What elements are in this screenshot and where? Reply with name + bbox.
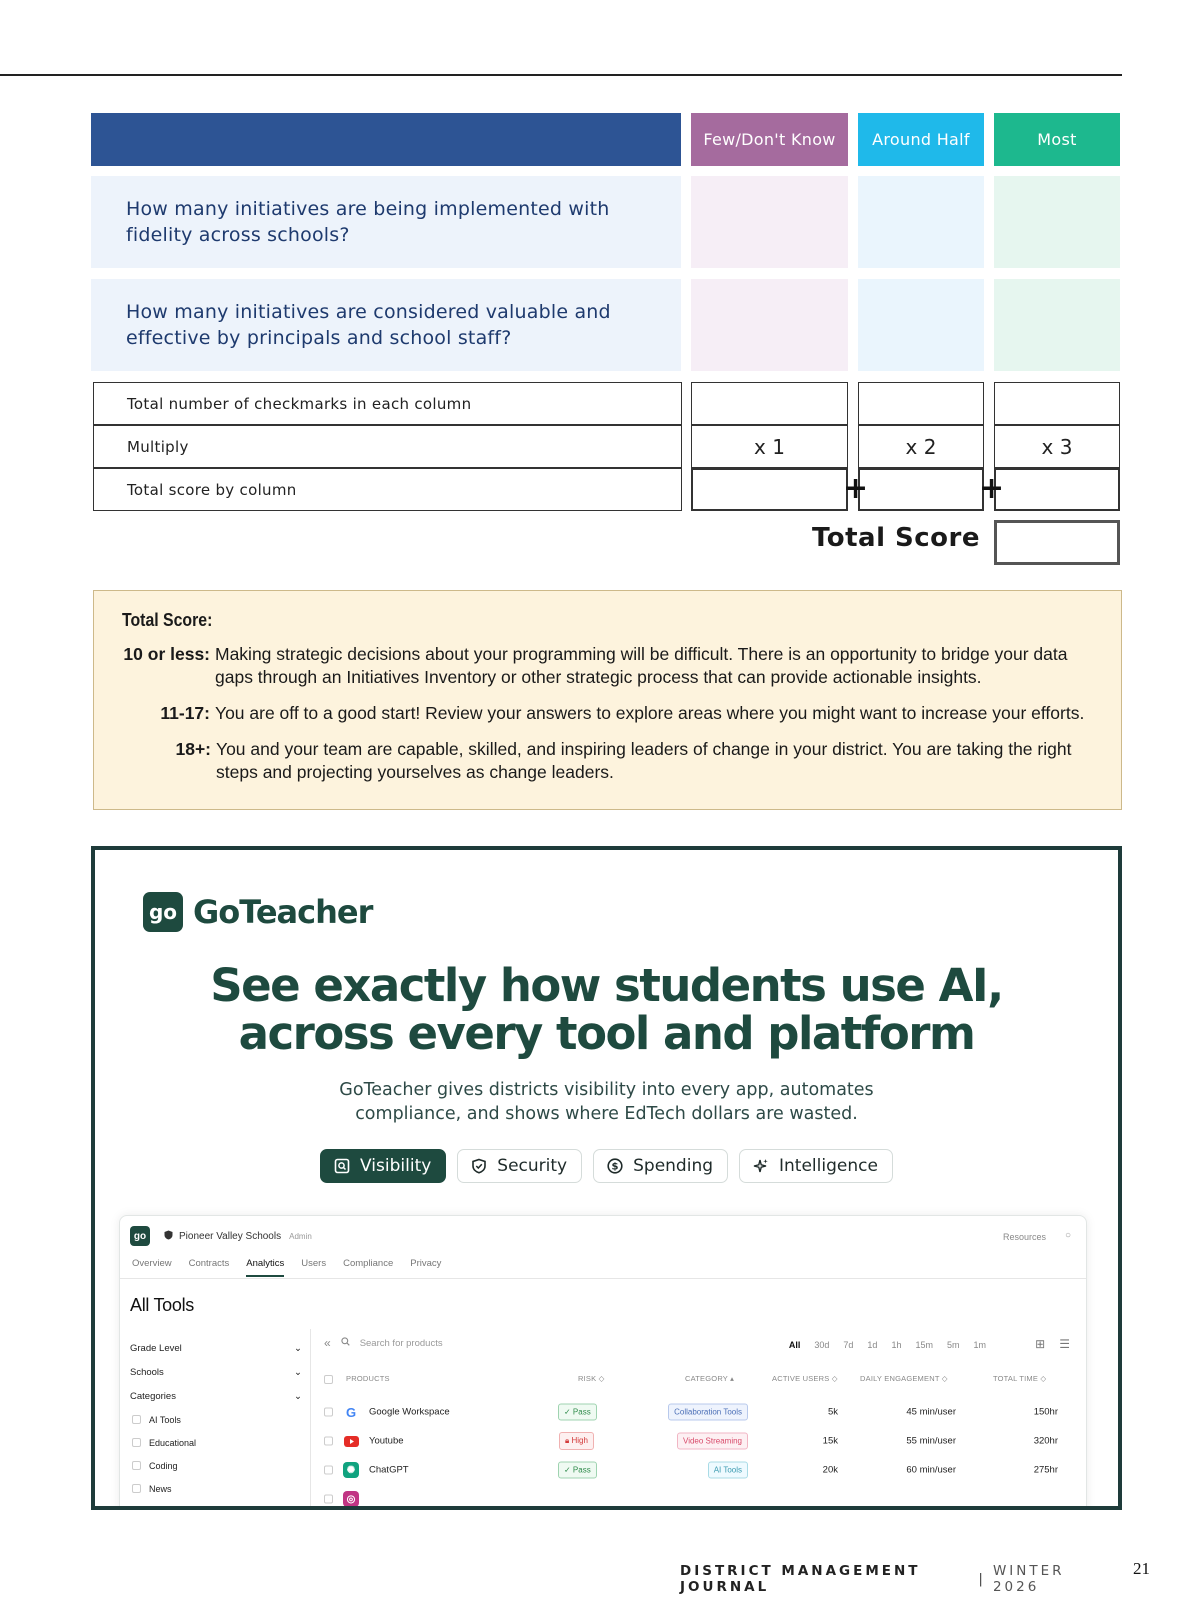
view-toggles [1035,1337,1070,1351]
row-checkbox[interactable] [324,1466,333,1475]
table-row[interactable] [323,1398,1068,1426]
question-2-text: How many initiatives are considered valuable and effective by principals and school staff? [126,301,611,349]
score-legend [93,590,1122,810]
score-few[interactable] [691,468,848,511]
range-mid [160,702,1095,725]
pill-security[interactable] [457,1149,582,1183]
filter-categories[interactable] [130,1384,302,1408]
q1-few-cell[interactable] [691,176,848,268]
pill-intelligence-label: Intelligence [779,1156,878,1176]
time-filter-1h[interactable]: 1h [891,1340,902,1350]
multiplier-half: x 2 [858,425,984,468]
checkbox[interactable] [132,1484,141,1493]
risk-badge-label: High [571,1436,588,1445]
product-name: Google Workspace [369,1406,450,1418]
col-products[interactable]: PRODUCTS [346,1374,390,1383]
time-filter-1d[interactable]: 1d [867,1340,878,1350]
q2-few-cell[interactable] [691,279,848,371]
grid-view-icon[interactable]: ⊞ [1035,1337,1046,1351]
chevron-down-icon: ⌄ [294,1366,302,1378]
time-filter-5m[interactable]: 5m [946,1340,960,1350]
total-time: 320hr [1033,1435,1058,1447]
active-users: 5k [827,1406,838,1418]
category-news[interactable] [130,1477,302,1500]
column-header-most: Most [994,113,1120,166]
goteacher-ad [91,846,1122,1510]
goteacher-logo[interactable] [143,892,372,932]
plus-sign-2: + [979,471,1005,506]
publication-name: DISTRICT MANAGEMENT JOURNAL [680,1563,921,1595]
range-low-text: Making strategic decisions about your programming will be difficult. There is an opportunity to bridge your data gaps through an Initiatives Inventory or other strategic process that can provide actionable insights. [215,644,1068,687]
tab-divider [120,1278,1086,1279]
time-filters [789,1340,986,1350]
svg-text:$: $ [611,1161,619,1173]
q2-half-cell[interactable] [858,279,984,371]
risk-badge [559,1432,594,1450]
q1-half-cell[interactable] [858,176,984,268]
row-checkbox[interactable] [324,1408,333,1417]
checkmark-total-few[interactable] [691,382,848,425]
active-users: 20k [822,1464,838,1476]
school-shield-icon [164,1230,173,1243]
category-ai-tools[interactable] [130,1408,302,1431]
list-view-icon[interactable]: ☰ [1059,1337,1070,1351]
top-rule [0,74,1122,76]
chevron-down-icon: ⌄ [294,1342,302,1354]
checkmark-total-half[interactable] [858,382,984,425]
total-score-label: Total Score [811,523,980,553]
search-input[interactable]: Search for products [359,1337,443,1349]
sparkle-icon [752,1157,770,1175]
category-coding-label: Coding [149,1460,178,1471]
sidebar-divider [310,1329,311,1510]
checkbox[interactable] [132,1461,141,1470]
collapse-icon[interactable]: « [324,1336,331,1350]
category-badge: Video Streaming [677,1433,748,1450]
ad-headline [95,959,1118,1060]
pill-visibility[interactable] [320,1149,446,1183]
multiplier-most: x 3 [994,425,1120,468]
page-number: 21 [1133,1559,1150,1578]
dollar-icon [606,1157,624,1175]
filter-sidebar [130,1336,302,1500]
range-high-key: 18+: [175,739,211,759]
subline-line-2: compliance, and shows where EdTech dollars are wasted. [355,1104,858,1124]
multiplier-few: x 1 [691,425,848,468]
time-filter-15m[interactable]: 15m [915,1340,933,1350]
footer-separator: | [978,1571,983,1587]
app-topbar [130,1226,312,1246]
question-1-text: How many initiatives are being implemented with fidelity across schools? [126,198,610,246]
category-educational[interactable] [130,1431,302,1454]
total-score-box[interactable] [994,520,1120,565]
time-filter-all[interactable]: All [788,1340,801,1350]
chevron-down-icon: ⌄ [294,1390,302,1402]
daily-engagement: 45 min/user [906,1406,956,1418]
google-icon: G [343,1404,359,1420]
col-active-users[interactable]: ACTIVE USERS ◇ [772,1374,838,1383]
tab-users[interactable]: Users [301,1258,327,1269]
category-news-label: News [149,1483,172,1494]
col-category[interactable]: CATEGORY ▴ [685,1374,735,1383]
score-most[interactable] [994,468,1120,511]
select-all-checkbox[interactable] [324,1375,333,1384]
range-mid-text: You are off to a good start! Review your answers to explore areas where you might want to increase your efforts. [215,703,1085,723]
checkmark-total-label: Total number of checkmarks in each column [93,382,682,425]
category-educational-label: Educational [149,1437,197,1448]
app-logo[interactable]: go [130,1226,150,1246]
app-page-title: All Tools [130,1295,195,1315]
daily-engagement: 60 min/user [906,1464,956,1476]
instagram-icon: ◎ [343,1491,359,1507]
checkmark-total-most[interactable] [994,382,1120,425]
tab-contracts[interactable]: Contracts [188,1258,230,1269]
legend-title: Total Score: [122,610,213,630]
active-users: 15k [822,1435,838,1447]
question-2 [91,279,681,371]
table-row-partial [323,1485,1068,1510]
app-tabs [132,1258,441,1277]
visibility-icon [333,1157,351,1175]
product-name: Youtube [369,1435,404,1447]
filter-grade-level-label: Grade Level [130,1342,182,1354]
pill-spending[interactable] [593,1149,728,1183]
pill-visibility-label: Visibility [360,1156,432,1176]
category-badge: Collaboration Tools [668,1404,748,1421]
checkbox[interactable] [132,1415,141,1424]
org-name[interactable]: Pioneer Valley Schools [179,1230,282,1242]
tab-overview[interactable]: Overview [132,1258,172,1269]
tab-analytics[interactable]: Analytics [246,1258,284,1277]
range-mid-key: 11-17: [160,703,210,723]
daily-engagement: 55 min/user [906,1435,956,1447]
lock-icon: 🔒︎ [565,1436,572,1445]
total-time: 275hr [1033,1464,1058,1476]
risk-badge: ✓ Pass [558,1462,597,1479]
role-tag: Admin [289,1231,312,1241]
range-high-text: You and your team are capable, skilled, and inspiring leaders of change in your district. You are taking the right steps and projecting yourselves as change leaders. [216,739,1072,782]
time-filter-7d[interactable]: 7d [843,1340,854,1350]
col-risk[interactable]: RISK ◇ [578,1374,605,1383]
col-total-time[interactable]: TOTAL TIME ◇ [993,1374,1047,1383]
question-1 [91,176,681,268]
headline-line-1: See exactly how students use AI, [210,959,1003,1012]
category-ai-tools-label: AI Tools [149,1414,181,1425]
row-checkbox[interactable] [324,1495,333,1504]
search-bar [324,1336,443,1350]
resources-link[interactable]: Resources [1002,1232,1046,1242]
column-header-few: Few/Don't Know [691,113,848,166]
q2-most-cell[interactable] [994,279,1120,371]
category-coding[interactable] [130,1454,302,1477]
table-row[interactable] [323,1456,1068,1484]
range-low-key: 10 or less: [123,644,210,664]
row-checkbox[interactable] [324,1437,333,1446]
tab-compliance[interactable]: Compliance [343,1258,394,1269]
multiply-label: Multiply [93,425,682,468]
product-name: ChatGPT [369,1464,409,1476]
headline-line-2: across every tool and platform [238,1007,975,1060]
risk-badge: ✓ Pass [558,1404,597,1421]
filter-grade-level[interactable] [130,1336,302,1360]
checkbox[interactable] [132,1438,141,1447]
pill-intelligence[interactable] [739,1149,893,1183]
score-by-column-label: Total score by column [93,468,682,511]
col-daily-engagement[interactable]: DAILY ENGAGEMENT ◇ [860,1374,948,1383]
brand-name: GoTeacher [193,893,373,931]
youtube-icon [343,1433,359,1449]
q1-most-cell[interactable] [994,176,1120,268]
column-header-half: Around Half [858,113,984,166]
time-filter-30d[interactable]: 30d [814,1340,830,1350]
filter-categories-label: Categories [130,1390,176,1402]
feature-pills [95,1149,1118,1183]
shield-icon [470,1157,488,1175]
table-row[interactable] [323,1427,1068,1455]
pill-security-label: Security [497,1156,568,1176]
total-time: 150hr [1033,1406,1058,1418]
ad-subline [95,1078,1118,1126]
filter-schools[interactable] [130,1360,302,1384]
subline-line-1: GoTeacher gives districts visibility into every app, automates [339,1080,874,1100]
page-footer [680,1563,1100,1595]
score-half[interactable] [858,468,984,511]
pill-spending-label: Spending [633,1156,714,1176]
table-header-blank [91,113,681,166]
range-low [123,643,1095,689]
logo-badge: go [143,892,183,932]
settings-icon[interactable]: ○ [1064,1230,1071,1241]
time-filter-1m[interactable]: 1m [973,1340,986,1350]
range-high [175,738,1096,784]
tab-privacy[interactable]: Privacy [410,1258,442,1269]
plus-sign-1: + [843,471,869,506]
issue-label: WINTER 2026 [992,1563,1065,1595]
app-screenshot [119,1215,1087,1510]
category-badge: AI Tools [708,1462,748,1479]
filter-schools-label: Schools [130,1366,164,1378]
search-icon [341,1337,350,1349]
chatgpt-icon: ✺ [343,1462,359,1478]
